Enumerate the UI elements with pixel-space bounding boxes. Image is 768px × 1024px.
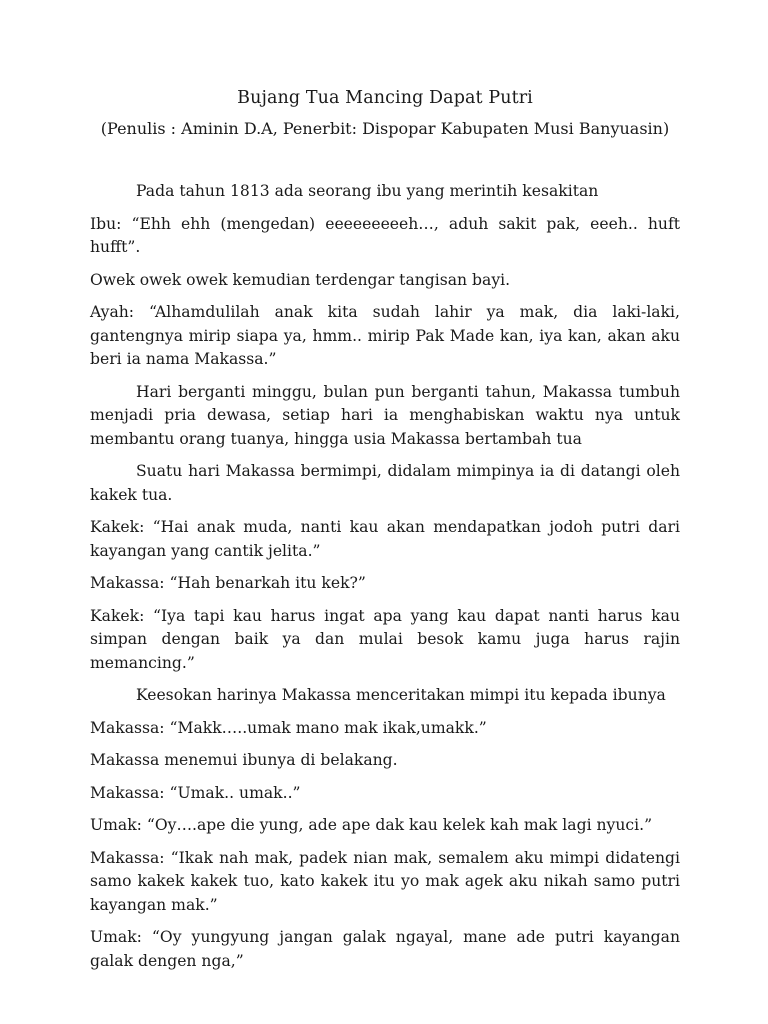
paragraph: Makassa: “Ikak nah mak, padek nian mak, semalem aku mimpi didatengi samo kakek kakek tuo, kato kakek itu yo mak agek aku nikah samo putri kayangan mak.”: [90, 848, 680, 914]
paragraph: Owek owek owek kemudian terdengar tangisan bayi.: [90, 270, 511, 289]
paragraph: Kakek: “Iya tapi kau harus ingat apa yang kau dapat nanti harus kau simpan dengan baik ya dan mulai besok kamu juga harus rajin memancing.”: [90, 606, 680, 672]
paragraph: Umak: “Oy yungyung jangan galak ngayal, mane ade putri kayangan galak dengen nga,”: [90, 928, 680, 970]
document-subtitle: (Penulis : Aminin D.A, Penerbit: Dispopar Kabupaten Musi Banyuasin): [100, 119, 670, 138]
paragraph: Pada tahun 1813 ada seorang ibu yang merintih kesakitan: [136, 182, 599, 200]
paragraph: Makassa: “Makk…..umak mano mak ikak,umakk.”: [90, 718, 487, 737]
paragraph: Ibu: “Ehh ehh (mengedan) eeeeeeeeeh…, aduh sakit pak, eeeh.. huft hufft”.: [90, 214, 680, 256]
paragraph: Makassa: “Hah benarkah itu kek?”: [90, 574, 366, 592]
paragraph: Kakek: “Hai anak muda, nanti kau akan mendapatkan jodoh putri dari kayangan yang cantik jelita.”: [90, 518, 680, 560]
paragraph: Hari berganti minggu, bulan pun berganti tahun, Makassa tumbuh menjadi pria dewasa, setiap hari ia menghabiskan waktu nya untuk membantu orang tuanya, hingga usia Makassa bertambah tua: [90, 382, 680, 448]
document-title: Bujang Tua Mancing Dapat Putri: [237, 88, 533, 108]
paragraph: Suatu hari Makassa bermimpi, didalam mimpinya ia di datangi oleh kakek tua.: [90, 462, 680, 504]
document-body: [90, 180, 680, 973]
paragraph: Keesokan harinya Makassa menceritakan mimpi itu kepada ibunya: [136, 686, 666, 704]
paragraph: Makassa: “Umak.. umak..”: [90, 783, 301, 802]
paragraph: Umak: “Oy….ape die yung, ade ape dak kau kelek kah mak lagi nyuci.”: [90, 816, 653, 834]
paragraph: Ayah: “Alhamdulilah anak kita sudah lahir ya mak, dia laki-laki, gantengnya mirip siapa ya, hmm.. mirip Pak Made kan, iya kan, akan aku beri ia nama Makassa.”: [90, 303, 680, 368]
paragraph: Makassa menemui ibunya di belakang.: [90, 751, 398, 769]
